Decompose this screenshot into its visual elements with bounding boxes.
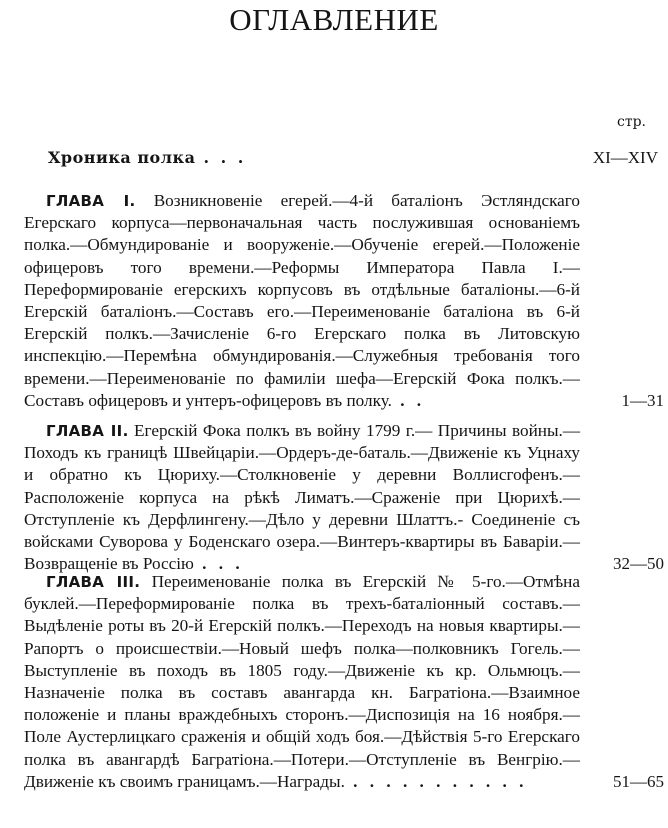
toc-entry-chapter-3[interactable] — [24, 571, 664, 793]
chapter-1-page-range: 1—31 — [621, 390, 664, 410]
chapter-1-heading: ГЛАВА I. — [46, 192, 136, 210]
chronicle-page-range: XI—XIV — [592, 148, 658, 167]
page-title: ОГЛАВЛЕНИЕ — [229, 2, 439, 37]
chapter-2-summary: Егерскій Фока полкъ въ войну 1799 г.— Причины войны.—Походъ къ границѣ Швейцаріи.—Ордеръ-де-баталь.—Движеніе къ Уцнаху и обратно къ Цюриху.—Столкновеніе у деревни Воллисгофенъ.—Расположеніе корпуса на рѣкѣ Лиматъ.—Сраженіе при Цюрихѣ.—Отступленіе къ Дерфлингену.—Дѣло у деревни Шлаттъ.- Соединеніе съ войсками Суворова у Боденскаго озера.—Винтеръ-квартиры въ Баваріи.—Возвращеніе въ Россію — [24, 421, 581, 574]
chapter-3-summary: Переименованіе полка въ Егерскій № 5-го.—Отмѣна буклей.—Переформированіе полка въ трехъ-баталіонный составъ.—Выдѣленіе роты въ 20-й Егерскій полкъ.—Переходъ на новыя квартиры.—Рапортъ о происшествіи.—Новый шефъ полка—полковникъ Гогель.—Выступленіе въ походъ въ 1805 году.—Движеніе къ кр. Ольмюцъ.—Назначеніе полка въ составъ авангарда кн. Багратіона.—Взаимное положеніе и планы враждебныхъ сторонъ.—Диспозиція на 16 ноября.—Поле Аустерлицкаго сраженія и общій ходъ боя.—Дѣйствія 5-го Егерскаго полка въ авангардѣ Багратіона.—Потери.—Отступленіе въ Венгрію.—Движеніе къ своимъ границамъ.—Награды. — [24, 572, 580, 791]
page-column-label: стр. — [617, 114, 646, 130]
chapter-3-heading: ГЛАВА III. — [46, 573, 141, 591]
chapter-2-heading: ГЛАВА II. — [46, 422, 129, 440]
chronicle-leader-dots: . . . — [203, 148, 247, 167]
chapter-3-page-range: 51—65 — [613, 771, 664, 791]
chapter-1-leader-dots: . . — [391, 390, 426, 410]
chapter-3-leader-dots: . . . . . . . . . . . — [344, 771, 528, 791]
toc-entry-chronicle[interactable] — [48, 148, 658, 167]
chapter-2-leader-dots: . . . — [193, 554, 244, 574]
toc-entry-chapter-1[interactable] — [24, 190, 664, 412]
chapter-1-summary: Возникновеніе егерей.—4-й баталіонъ Эстляндскаго Егерскаго корпуса—первоначальная часть послужившая основаніемъ полка.—Обмундированіе и вооруженіе.—Обученіе егерей.—Положеніе офицеровъ того времени.—Реформы Императора Павла I.—Переформированіе егерскихъ корпусовъ въ отдѣльные баталіоны.—6-й Егерскій баталіонъ.—Составъ его.—Переименованіе баталіона въ 6-й Егерскій полкъ.—Зачисленіе 6-го Егерскаго полка въ Литовскую инспекцію.—Перемѣна обмундированія.—Служебныя требованія того времени.—Переименованіе по фамиліи шефа—Егерскій Фока полкъ.—Составъ офицеровъ и унтеръ-офицеровъ въ полку. — [24, 191, 581, 410]
chapter-2-page-range: 32—50 — [613, 554, 664, 574]
toc-entry-chapter-2[interactable] — [24, 420, 664, 575]
chronicle-title: Хроника полка — [48, 148, 196, 167]
